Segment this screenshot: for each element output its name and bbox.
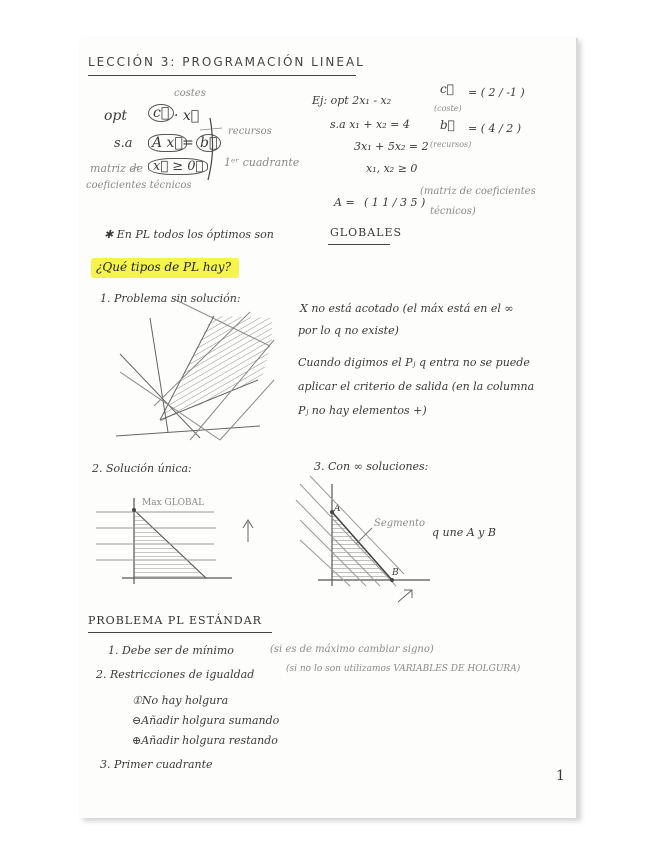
max-global-label: Max GLOBAL [142,498,205,508]
recursos-note: recursos [228,126,272,137]
sa-label: s.a [114,136,133,151]
standard-item-2: 2. Restricciones de igualdad [96,668,255,681]
page-title: LECCIÓN 3: PROGRAMACIÓN LINEAL [88,55,365,69]
type3-label: 3. Con ∞ soluciones: [314,460,429,473]
example-a-matrix: ( 1 1 / 3 5 ) [364,196,426,209]
ax-term: A x⃗ [148,134,187,152]
standard-underline [88,632,272,633]
question-heading: ¿Qué tipos de PL hay? [96,260,232,274]
costes-note: costes [174,88,206,99]
standard-item-3: 3. Primer cuadrante [100,758,213,771]
standard-sub-2: ⊖Añadir holgura sumando [132,714,280,727]
example-a-label: A = [334,196,355,209]
ax-equals: = [182,135,194,151]
segment-note: q une A y B [432,526,496,539]
nonneg-constraint: x⃗ ≥ 0⃗ [148,158,208,175]
example-a-note-2: técnicos) [430,206,476,217]
cuadrante-note: 1ᵉʳ cuadrante [224,156,300,169]
point-b-label: B [392,568,399,578]
globals-statement: ✱ En PL todos los óptimos son [104,228,274,241]
standard-item-2-note: (si no lo son utilizamos VARIABLES DE HOLGURA) [286,664,521,674]
page-number: 1 [556,768,565,784]
point-a-label: A [334,504,341,514]
matriz-note: matriz de [90,162,144,175]
standard-sub-3: ⊕Añadir holgura restando [132,734,278,747]
example-c-value: = ( 2 / -1 ) [468,86,525,99]
cost-vector: c⃗ [148,104,174,122]
type1-note-4: aplicar el criterio de salida (en la columna [298,380,535,393]
segment-label: Segmento [374,518,426,529]
standard-title: PROBLEMA PL ESTÁNDAR [88,614,262,627]
standard-item-1-note: (si es de máximo cambiar signo) [270,644,434,655]
x-vector: · x⃗ [174,108,200,124]
example-constraint-2: 3x₁ + 5x₂ = 2 [354,140,429,153]
standard-item-1: 1. Debe ser de mínimo [108,644,234,657]
example-b-label: b⃗ [440,118,455,132]
example-objective: Ej: opt 2x₁ - x₂ [312,94,392,107]
type2-label: 2. Solución única: [92,462,192,475]
type1-note-3: Cuando digimos el Pⱼ q entra no se puede [298,356,530,369]
coef-note: coeficientes técnicos [86,180,192,191]
standard-sub-1: ①No hay holgura [132,694,229,707]
type1-note-1: X no está acotado (el máx está en el ∞ [300,302,514,315]
globals-emphasis: GLOBALES [330,226,403,239]
example-a-note-1: (matriz de coeficientes [420,186,536,197]
b-vector: b⃗ [196,134,221,152]
opt-label: opt [104,108,128,124]
example-constraint-1: s.a x₁ + x₂ = 4 [330,118,410,131]
type1-label: 1. Problema sin solución: [100,292,241,305]
example-b-sub: (recursos) [430,140,472,149]
example-nonneg: x₁, x₂ ≥ 0 [366,162,418,175]
example-c-label: c⃗ [440,82,454,96]
example-c-sub: (coste) [434,104,462,113]
type1-note-2: por lo q no existe) [298,324,399,337]
type1-note-5: Pⱼ no hay elementos +) [298,404,427,417]
example-b-value: = ( 4 / 2 ) [468,122,521,135]
